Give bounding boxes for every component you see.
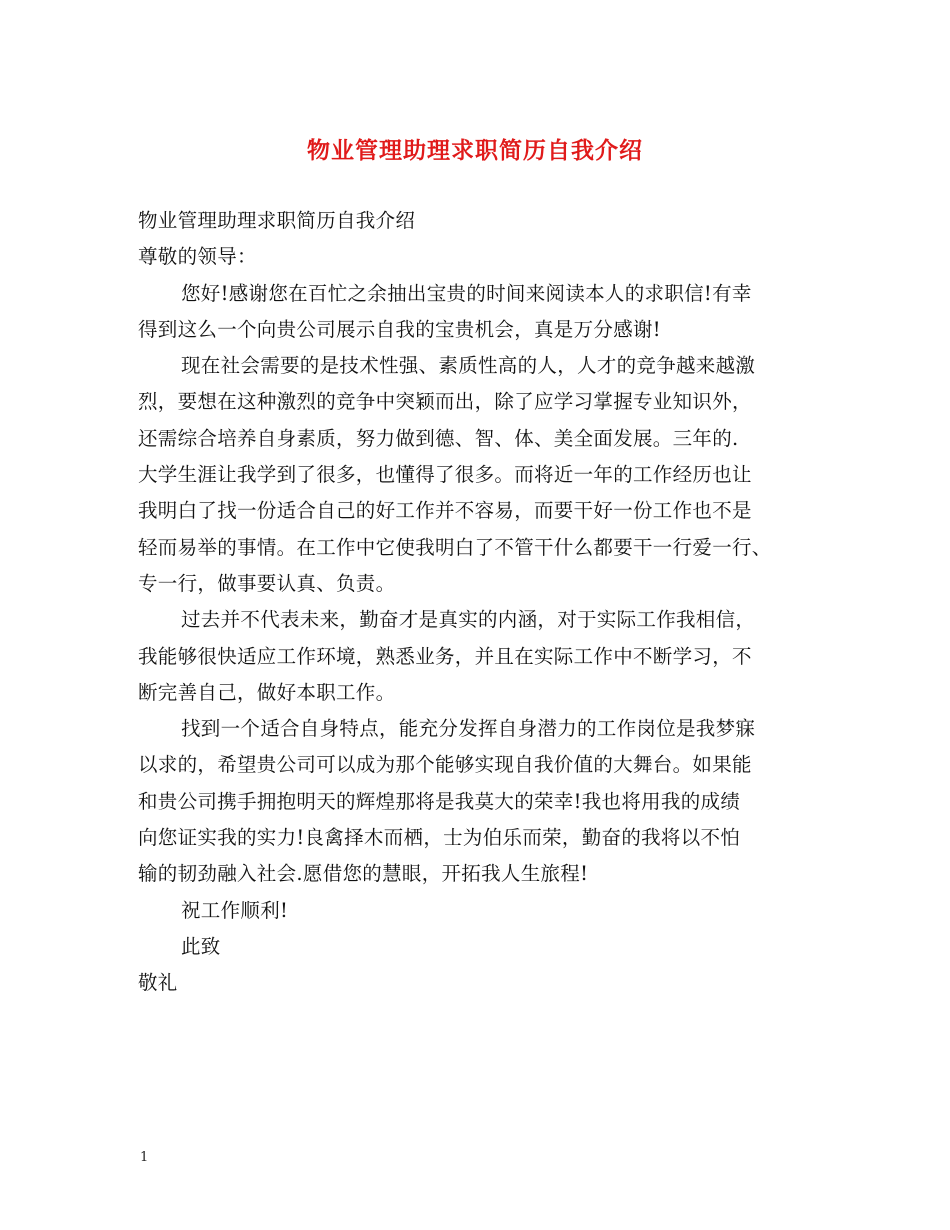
body-line: 输的韧劲融入社会.愿借您的慧眼，开拓我人生旅程! bbox=[138, 862, 589, 886]
body-line: 轻而易举的事情。在工作中它使我明白了不管干什么都要干一行爱一行、 bbox=[138, 535, 772, 559]
body-line: 找到一个适合自身特点，能充分发挥自身潜力的工作岗位是我梦寐 bbox=[181, 717, 756, 741]
document-body bbox=[138, 203, 818, 1002]
body-line: 我能够很快适应工作环境，熟悉业务，并且在实际工作中不断学习，不 bbox=[138, 644, 752, 668]
body-line: 我明白了找一份适合自己的好工作并不容易，而要干好一份工作也不是 bbox=[138, 499, 752, 523]
body-line: 现在社会需要的是技术性强、素质性高的人，人才的竞争越来越激 bbox=[181, 354, 756, 378]
salutation: 尊敬的领导： bbox=[138, 245, 257, 269]
body-line: 烈，要想在这种激烈的竞争中突颖而出，除了应学习掌握专业知识外， bbox=[138, 390, 752, 414]
body-line: 大学生涯让我学到了很多，也懂得了很多。而将近一年的工作经历也让 bbox=[138, 463, 752, 487]
body-line: 过去并不代表未来，勤奋才是真实的内涵，对于实际工作我相信， bbox=[181, 608, 756, 632]
closing-wish: 祝工作顺利! bbox=[181, 898, 289, 922]
body-line: 向您证实我的实力!良禽择木而栖，士为伯乐而荣，勤奋的我将以不怕 bbox=[138, 826, 741, 850]
body-line: 专一行，做事要认真、负责。 bbox=[138, 571, 396, 595]
closing-jingli: 敬礼 bbox=[138, 971, 178, 995]
body-line: 得到这么一个向贵公司展示自我的宝贵机会，真是万分感谢! bbox=[138, 317, 661, 341]
body-line: 还需综合培养自身素质，努力做到德、智、体、美全面发展。三年的. bbox=[138, 426, 739, 450]
body-line: 断完善自己，做好本职工作。 bbox=[138, 680, 396, 704]
body-line: 以求的，希望贵公司可以成为那个能够实现自我价值的大舞台。如果能 bbox=[138, 753, 752, 777]
document-title: 物业管理助理求职简历自我介绍 bbox=[307, 137, 643, 164]
body-line: 和贵公司携手拥抱明天的辉煌那将是我莫大的荣幸!我也将用我的成绩 bbox=[138, 789, 741, 813]
page-number: 1 bbox=[140, 1150, 149, 1165]
closing-cizhi: 此致 bbox=[181, 934, 221, 958]
body-line: 您好!感谢您在百忙之余抽出宝贵的时间来阅读本人的求职信!有幸 bbox=[181, 281, 752, 305]
body-line: 物业管理助理求职简历自我介绍 bbox=[138, 209, 416, 232]
